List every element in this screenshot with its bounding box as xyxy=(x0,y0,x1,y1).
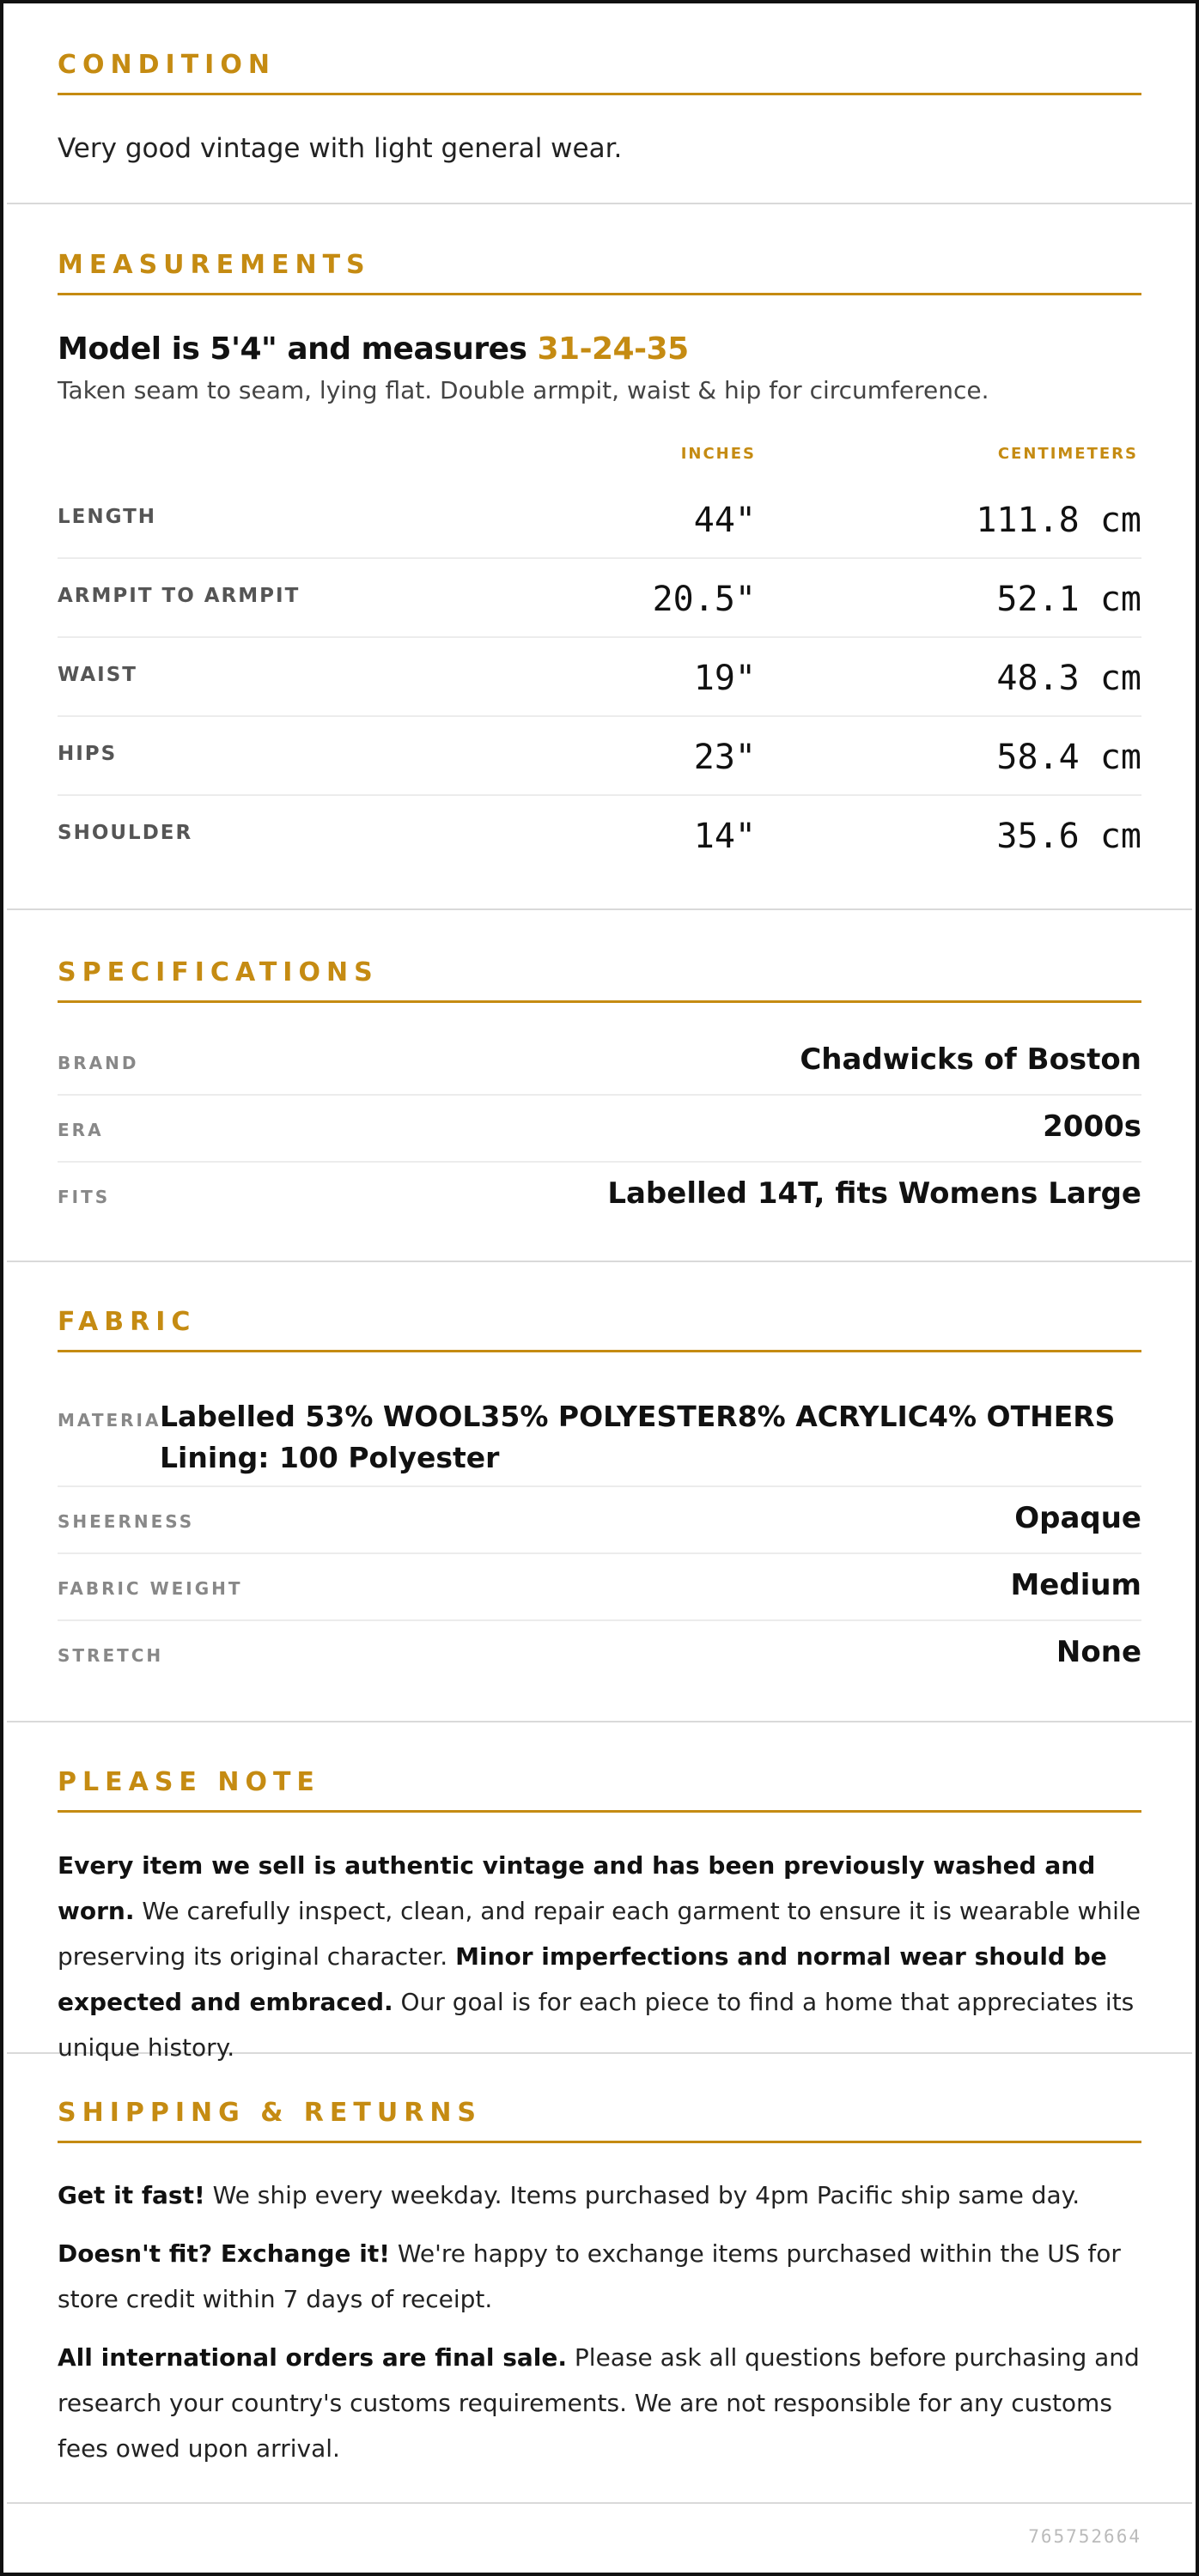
shipping-section xyxy=(7,2054,1192,2504)
fabric-section xyxy=(7,1262,1192,1722)
shipping-bold-2: Doesn't fit? Exchange it! xyxy=(58,2239,390,2268)
measurement-label: WAIST xyxy=(58,664,137,686)
shipping-text-1: We ship every weekday. Items purchased by 4pm Pacific ship same day. xyxy=(204,2181,1080,2209)
spec-row-fits xyxy=(58,1163,1141,1230)
measurement-label: ARMPIT TO ARMPIT xyxy=(58,585,301,607)
specifications-title: SPECIFICATIONS xyxy=(58,957,1141,1003)
shipping-para-3 xyxy=(58,2335,1141,2471)
measurement-label: LENGTH xyxy=(58,506,157,528)
measurement-inches: 19" xyxy=(693,659,756,698)
measurement-label: HIPS xyxy=(58,743,118,765)
shipping-bold-1: Get it fast! xyxy=(58,2181,205,2209)
please-note-section xyxy=(7,1722,1192,2062)
spec-value: 2000s xyxy=(1043,1109,1141,1144)
measurement-cm: 111.8 cm xyxy=(976,501,1141,540)
measurement-cm: 48.3 cm xyxy=(996,659,1141,698)
fabric-title: FABRIC xyxy=(58,1307,1141,1352)
measurement-row-length xyxy=(58,480,1141,559)
spec-label: BRAND xyxy=(58,1053,139,1073)
spec-label: FITS xyxy=(58,1187,111,1207)
fabric-label: MATERIAL xyxy=(58,1410,175,1431)
measurement-row-hips xyxy=(58,717,1141,796)
measurement-inches: 44" xyxy=(693,501,756,540)
fabric-label: FABRIC WEIGHT xyxy=(58,1578,243,1599)
material-line-2: Lining: 100 Polyester xyxy=(160,1441,500,1474)
please-note-title: PLEASE NOTE xyxy=(58,1767,1141,1813)
note-text-1: We carefully inspect, clean, and repair each garment to ensure it is wearable while preserving its original character. xyxy=(58,1897,1141,1971)
measurements-section xyxy=(7,204,1192,910)
spec-label: ERA xyxy=(58,1120,104,1140)
fabric-row-weight xyxy=(58,1554,1141,1621)
model-prefix: Model is 5'4" and measures xyxy=(58,331,538,367)
fabric-value: Medium xyxy=(1010,1568,1141,1602)
shipping-text-2: We're happy to exchange items purchased within the US for store credit within 7 days of receipt. xyxy=(58,2239,1121,2313)
condition-title: CONDITION xyxy=(58,50,1141,95)
model-measurements xyxy=(58,331,689,367)
fabric-value: Opaque xyxy=(1014,1501,1141,1535)
fabric-row-sheerness xyxy=(58,1487,1141,1554)
model-highlight: 31-24-35 xyxy=(537,331,689,367)
specifications-section xyxy=(7,910,1192,1262)
shipping-bold-3: All international orders are final sale. xyxy=(58,2343,568,2372)
fabric-value: None xyxy=(1056,1635,1141,1669)
fabric-row-material xyxy=(58,1379,1141,1487)
measurements-title: MEASUREMENTS xyxy=(58,250,1141,295)
note-bold-1: Every item we sell is authentic vintage and has been previously washed and worn. xyxy=(58,1851,1096,1925)
measurement-inches: 14" xyxy=(693,817,756,856)
shipping-text-3: Please ask all questions before purchasing and research your country's customs requirements. We are not responsible for any customs fees owed upon arrival. xyxy=(58,2343,1140,2463)
material-line-1: Labelled 53% WOOL35% POLYESTER8% ACRYLIC4% OTHERS xyxy=(160,1400,1116,1433)
spec-row-era xyxy=(58,1096,1141,1163)
product-id: 765752664 xyxy=(1028,2526,1141,2547)
shipping-para-2 xyxy=(58,2231,1141,2322)
measurement-row-waist xyxy=(58,638,1141,717)
note-text-2: Our goal is for each piece to find a home that appreciates its unique history. xyxy=(58,1988,1135,2062)
note-bold-2: Minor imperfections and normal wear should be expected and embraced. xyxy=(58,1942,1107,2016)
condition-text: Very good vintage with light general wear. xyxy=(58,133,623,164)
spec-value: Labelled 14T, fits Womens Large xyxy=(607,1176,1141,1211)
measurement-inches: 23" xyxy=(693,738,756,777)
fabric-label: STRETCH xyxy=(58,1645,164,1666)
measurement-label: SHOULDER xyxy=(58,822,193,844)
spec-value: Chadwicks of Boston xyxy=(800,1042,1141,1077)
please-note-text xyxy=(58,1843,1141,2070)
shipping-para-1 xyxy=(58,2172,1141,2218)
measurement-row-shoulder xyxy=(58,796,1141,875)
fabric-label: SHEERNESS xyxy=(58,1511,195,1532)
column-centimeters: CENTIMETERS xyxy=(997,445,1138,463)
measurement-cm: 58.4 cm xyxy=(996,738,1141,777)
spec-row-brand xyxy=(58,1029,1141,1096)
shipping-title: SHIPPING & RETURNS xyxy=(58,2098,1141,2143)
measurements-note: Taken seam to seam, lying flat. Double armpit, waist & hip for circumference. xyxy=(58,376,989,404)
condition-section xyxy=(7,3,1192,204)
fabric-row-stretch xyxy=(58,1621,1141,1688)
measurement-inches: 20.5" xyxy=(652,580,756,619)
material-value xyxy=(160,1396,1115,1479)
measurement-cm: 35.6 cm xyxy=(996,817,1141,856)
column-inches: INCHES xyxy=(680,445,756,463)
measurement-row-armpit xyxy=(58,559,1141,638)
measurement-cm: 52.1 cm xyxy=(996,580,1141,619)
